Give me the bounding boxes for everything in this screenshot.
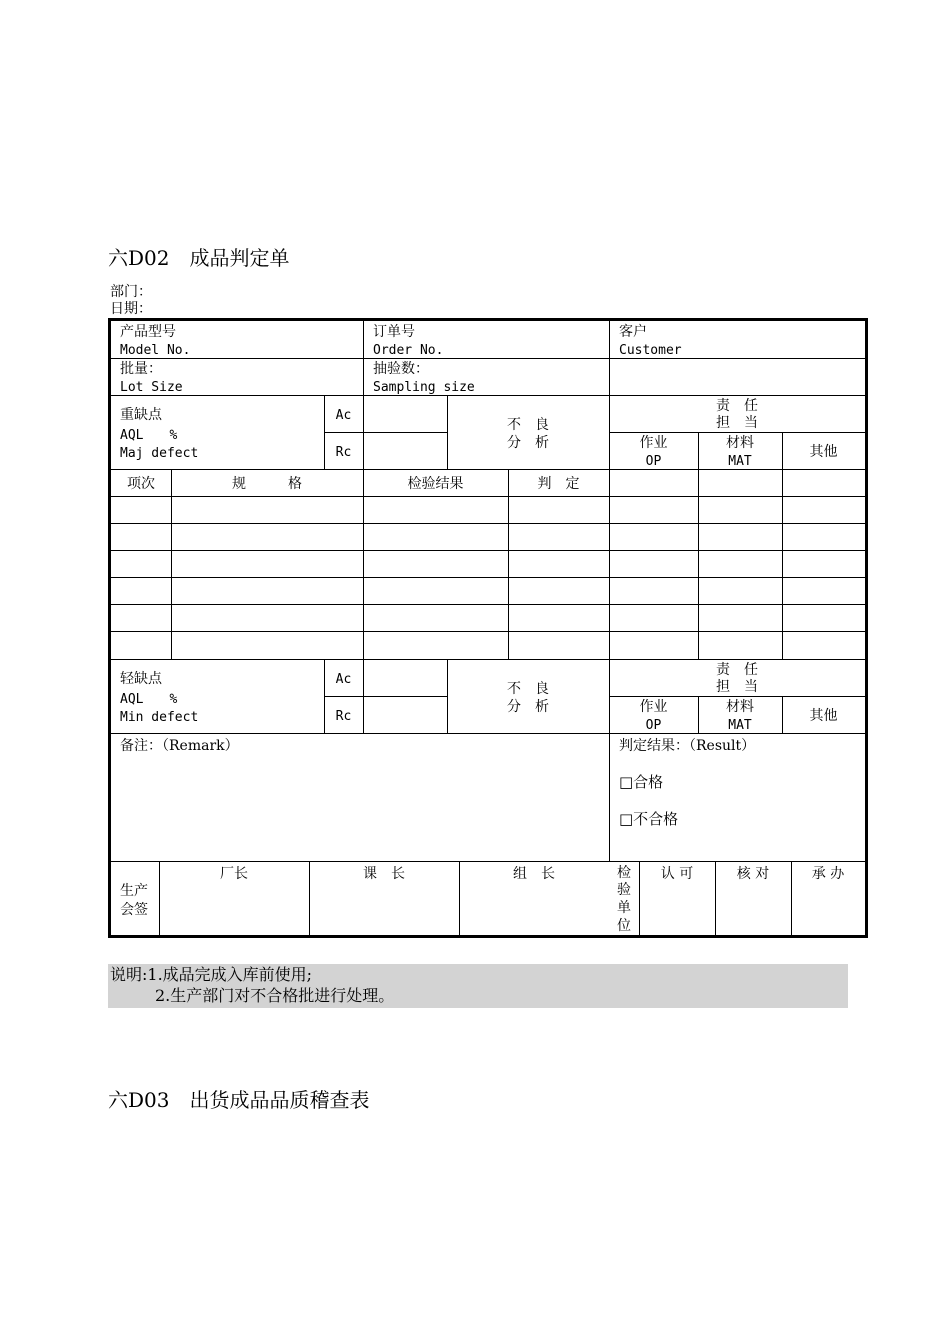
grid-line bbox=[111, 523, 865, 524]
major-other-label: 其他 bbox=[809, 444, 838, 460]
pass-checkbox[interactable]: □合格 bbox=[619, 773, 664, 791]
model-no-label: 产品型号 bbox=[120, 324, 176, 340]
model-no-label-en: Model No. bbox=[120, 343, 191, 358]
grid-line bbox=[111, 496, 865, 497]
order-no-label-en: Order No. bbox=[373, 343, 444, 358]
minor-op-label-en: OP bbox=[645, 718, 662, 733]
production-sign-line1: 生产 bbox=[120, 883, 148, 899]
note-line-2: 2.生产部门对不合格批进行处理。 bbox=[155, 986, 395, 1005]
grid-line bbox=[324, 696, 447, 697]
grid-line bbox=[508, 469, 509, 659]
grid-line bbox=[363, 321, 364, 395]
grid-line bbox=[111, 395, 865, 396]
approve-label: 认 可 bbox=[660, 866, 694, 882]
minor-responsibility-line2: 担 当 bbox=[716, 679, 758, 695]
major-mat-label-en: MAT bbox=[728, 454, 752, 469]
major-aql-label: AQL % bbox=[120, 428, 178, 443]
minor-rc-label: Rc bbox=[335, 709, 352, 724]
grid-line bbox=[111, 604, 865, 605]
grid-line bbox=[363, 659, 364, 733]
major-defect-label: 重缺点 bbox=[120, 407, 162, 423]
grid-line bbox=[324, 432, 447, 433]
order-no-label: 订单号 bbox=[373, 324, 415, 340]
team-leader-label: 组 长 bbox=[513, 866, 555, 882]
form-title-d02: 六D02 成品判定单 bbox=[108, 246, 290, 270]
minor-aql-label: AQL % bbox=[120, 692, 178, 707]
insp-unit-char-1: 检 bbox=[617, 865, 631, 881]
major-rc-label: Rc bbox=[335, 445, 352, 460]
lot-size-label: 批量： bbox=[120, 361, 162, 377]
sampling-size-label: 抽验数： bbox=[373, 361, 429, 377]
insp-unit-char-3: 单 bbox=[617, 900, 631, 916]
grid-line bbox=[111, 659, 865, 660]
grid-line bbox=[363, 469, 364, 659]
major-op-label-en: OP bbox=[645, 454, 662, 469]
major-ac-label: Ac bbox=[335, 408, 352, 423]
grid-line bbox=[609, 432, 865, 433]
grid-line bbox=[782, 432, 783, 659]
col-result-header: 检验结果 bbox=[407, 476, 464, 492]
col-spec-header: 规 格 bbox=[232, 476, 302, 492]
check-label: 核 对 bbox=[736, 866, 770, 882]
grid-line bbox=[111, 631, 865, 632]
major-responsibility-line2: 担 当 bbox=[716, 415, 758, 431]
form-title-d03: 六D03 出货成品品质稽查表 bbox=[108, 1088, 370, 1112]
insp-unit-char-2: 验 bbox=[617, 882, 631, 898]
grid-line bbox=[171, 469, 172, 659]
major-op-label: 作业 bbox=[639, 435, 668, 451]
grid-line bbox=[363, 395, 364, 469]
grid-line bbox=[111, 358, 865, 359]
grid-line bbox=[111, 861, 865, 862]
remark-label: 备注：（Remark） bbox=[120, 738, 239, 754]
sampling-size-label-en: Sampling size bbox=[373, 380, 475, 395]
handle-label: 承 办 bbox=[811, 866, 845, 882]
production-sign-line2: 会签 bbox=[120, 902, 148, 918]
date-label: 日期： bbox=[110, 301, 152, 317]
instructions-note bbox=[108, 964, 848, 1008]
minor-defect-label-en: Min defect bbox=[120, 710, 199, 725]
major-responsibility-line1: 责 任 bbox=[716, 398, 758, 414]
minor-defect-analysis-line2: 分 析 bbox=[507, 699, 549, 715]
grid-line bbox=[111, 550, 865, 551]
fail-checkbox[interactable]: □不合格 bbox=[619, 810, 679, 828]
major-defect-analysis-line2: 分 析 bbox=[507, 435, 549, 451]
major-mat-label: 材料 bbox=[726, 435, 754, 451]
minor-ac-label: Ac bbox=[335, 672, 352, 687]
minor-op-label: 作业 bbox=[639, 699, 668, 715]
lot-size-label-en: Lot Size bbox=[120, 380, 183, 395]
minor-responsibility-line1: 责 任 bbox=[716, 662, 758, 678]
insp-unit-char-4: 位 bbox=[617, 918, 631, 934]
minor-mat-label-en: MAT bbox=[728, 718, 752, 733]
minor-mat-label: 材料 bbox=[726, 699, 754, 715]
major-defect-label-en: Maj defect bbox=[120, 446, 199, 461]
judge-result-label: 判定结果：（Result） bbox=[619, 738, 756, 754]
factory-manager-label: 厂长 bbox=[220, 866, 248, 882]
inspection-judgment-form bbox=[108, 318, 868, 938]
minor-defect-analysis-line1: 不 良 bbox=[507, 681, 549, 697]
department-label: 部门： bbox=[110, 284, 152, 300]
customer-label: 客户 bbox=[619, 324, 647, 340]
major-defect-analysis-line1: 不 良 bbox=[507, 417, 549, 433]
customer-label-en: Customer bbox=[619, 343, 682, 358]
section-chief-label: 课 长 bbox=[363, 866, 405, 882]
minor-other-label: 其他 bbox=[809, 708, 838, 724]
grid-line bbox=[609, 696, 865, 697]
col-judge-header: 判 定 bbox=[537, 476, 580, 492]
minor-defect-label: 轻缺点 bbox=[120, 671, 162, 687]
grid-line bbox=[111, 577, 865, 578]
note-line-1: 说明:1.成品完成入库前使用; bbox=[110, 965, 313, 984]
col-item-header: 项次 bbox=[127, 476, 155, 492]
